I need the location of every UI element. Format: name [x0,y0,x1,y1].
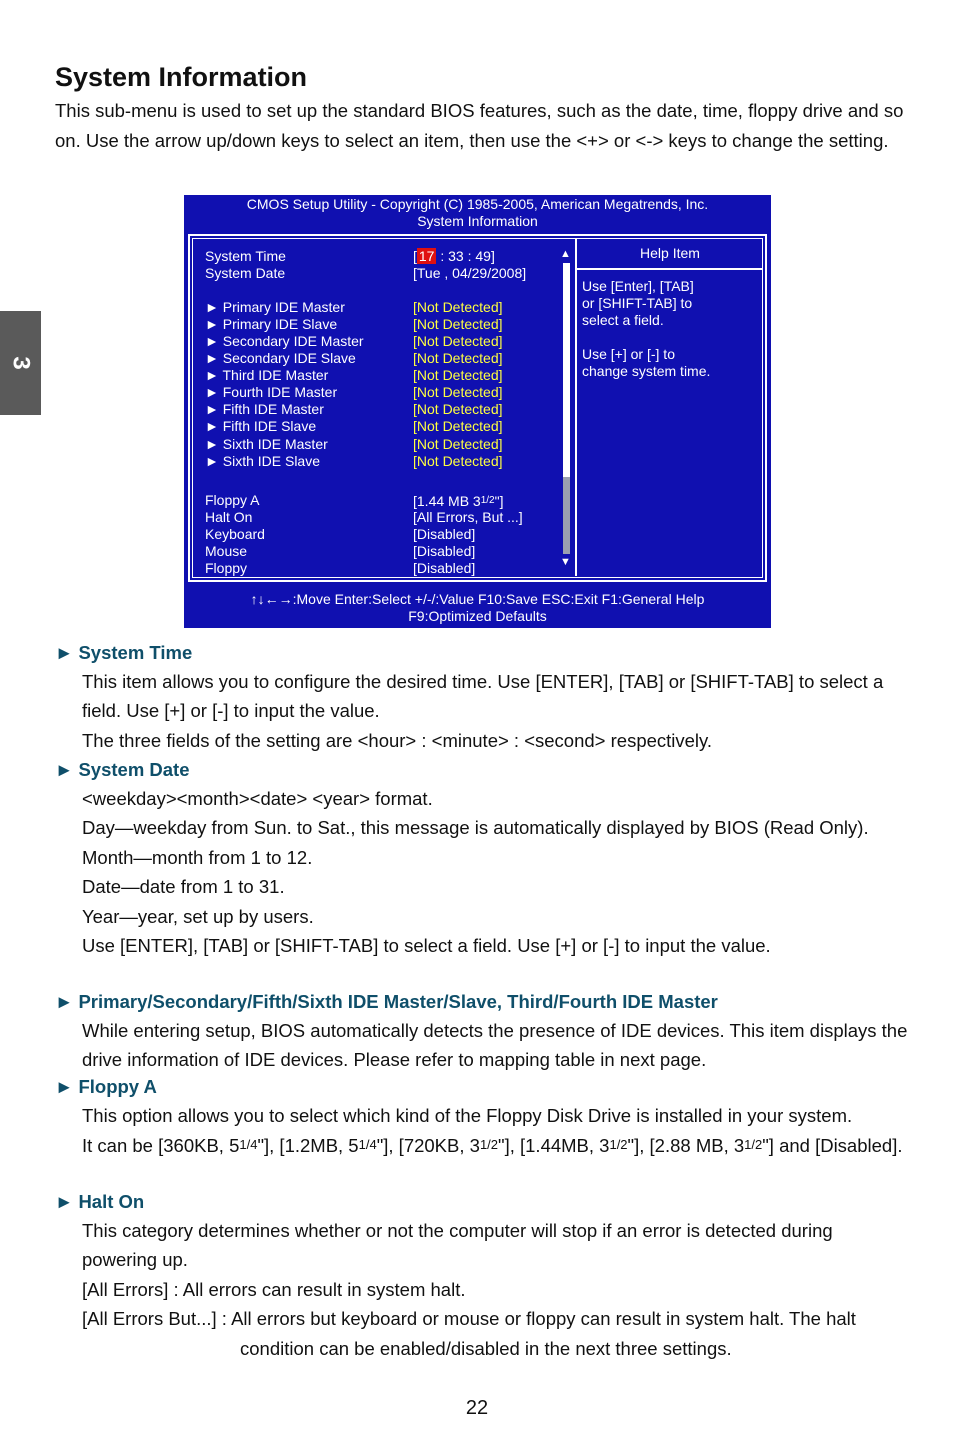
bios-header [184,195,771,230]
floppy-a-value[interactable]: [1.44 MB $3^{1/2}$"] [413,493,504,509]
section-title: ► Primary/Secondary/Fifth/Sixth IDE Master/Slave, Third/Fourth IDE Master [55,991,718,1012]
time-hour-field[interactable]: 17 [418,248,435,264]
bios-inner-frame: System Time [ 17 : 33 : 49] System Date [Tue , 04/29/2008] ► Primary IDE Master [Not Detected] ► Primary IDE Slave [Not Detected] ► Secondary IDE Master [Not Detected] ► Secondary IDE Slave [Not Detected] ► Third IDE Master [Not Detected] ► Fourth IDE Master [Not Detected] ► Fifth IDE Master [Not Detected] ► Fifth IDE Slave [Not Detected] ► Sixth IDE Master [Not Detected] ► Sixth IDE Slave [Not Detected] Floppy A [1.44 MB $3^{1/2}$"] Halt On [All Errors, But ...] Keyboard [Disabled] Mouse [Disabled] Floppy [Disabled] ▲ ▼ Help Item Use [Enter], [TAB] or [SHIFT-TAB] to select a field. Use [+] or [-] to change system time. [192,238,763,578]
system-time-value[interactable]: [ 17 : 33 : 49] [413,248,495,264]
intro-paragraph: This sub-menu is used to set up the standard BIOS features, such as the date, time, floppy drive and so on. Use the arrow up/down keys to select an item, then use the <+> or <-> keys to change the setting. [55,100,904,151]
section-body: While entering setup, BIOS automatically detects the presence of IDE devices. This item displays the drive information of IDE devices. Please refer to mapping table in next page. [82,1020,908,1071]
bios-frame [188,234,767,582]
key-legend-defaults: F9:Optimized Defaults [408,608,547,624]
section-body: This option allows you to select which kind of the Floppy Disk Drive is installed in your system. It can be [360KB, 51/4"], [1.2MB, 51/4"], [720KB, 31/2"], [1.44MB, 31/2"], [2.88 MB, 31/2"] and [Disabled]. [82,1105,903,1157]
section-body: This category determines whether or not the computer will stop if an error is detected during powering up. [All Errors] : All errors can result in system halt. [All Errors But...] : All errors but keyboard or mouse or floppy can result in system halt. The halt condition can be enabled/disabled in the next three settings. [82,1220,856,1359]
help-panel [575,238,763,576]
page-number: 22 [465,1397,489,1419]
floppy-a-label: Floppy A [205,492,260,508]
chapter-number: 3 [7,356,35,370]
section-body: <weekday><month><date> <year> format. Day—weekday from Sun. to Sat., this message is automatically displayed by BIOS (Read Only). Month—month from 1 to 12. Date—date from 1 to 31. Year—year, set up by users. Use [ENTER], [TAB] or [SHIFT-TAB] to select a field. Use [+] or [-] to input the value. [82,788,869,957]
scroll-down-icon[interactable]: ▼ [560,556,571,568]
bios-screen [184,195,771,628]
section-title: ► System Date [55,759,190,780]
bios-menu-title: System Information [417,213,538,229]
section-body: This item allows you to configure the desired time. Use [ENTER], [TAB] or [SHIFT-TAB] to select a field. Use [+] or [-] to input the value. The three fields of the setting are <hour> : <minute> : <second> respectively. [82,671,884,751]
scrollbar-thumb[interactable] [563,477,570,554]
scrollbar[interactable] [563,263,570,554]
system-date-value[interactable]: [Tue , 04/29/2008] [413,265,527,281]
system-time-label: System Time [205,248,286,264]
bios-footer [184,591,771,625]
key-legend: ↑↓←→:Move Enter:Select +/-/:Value F10:Save ESC:Exit F1:General Help [250,591,705,607]
system-date-label: System Date [205,265,286,281]
scroll-up-icon[interactable]: ▲ [560,248,571,260]
section-title: ► Halt On [55,1191,145,1212]
help-text: Use [Enter], [TAB] or [SHIFT-TAB] to select a field. Use [+] or [-] to change system time. [582,278,711,379]
page-title: System Information [55,62,308,92]
help-title: Help Item [577,238,763,270]
section-title: ► Floppy A [55,1076,157,1097]
chapter-tab [0,311,41,415]
bios-copyright: CMOS Setup Utility - Copyright (C) 1985-2005, American Megatrends, Inc. [246,196,709,212]
section-title: ► System Time [55,642,193,663]
